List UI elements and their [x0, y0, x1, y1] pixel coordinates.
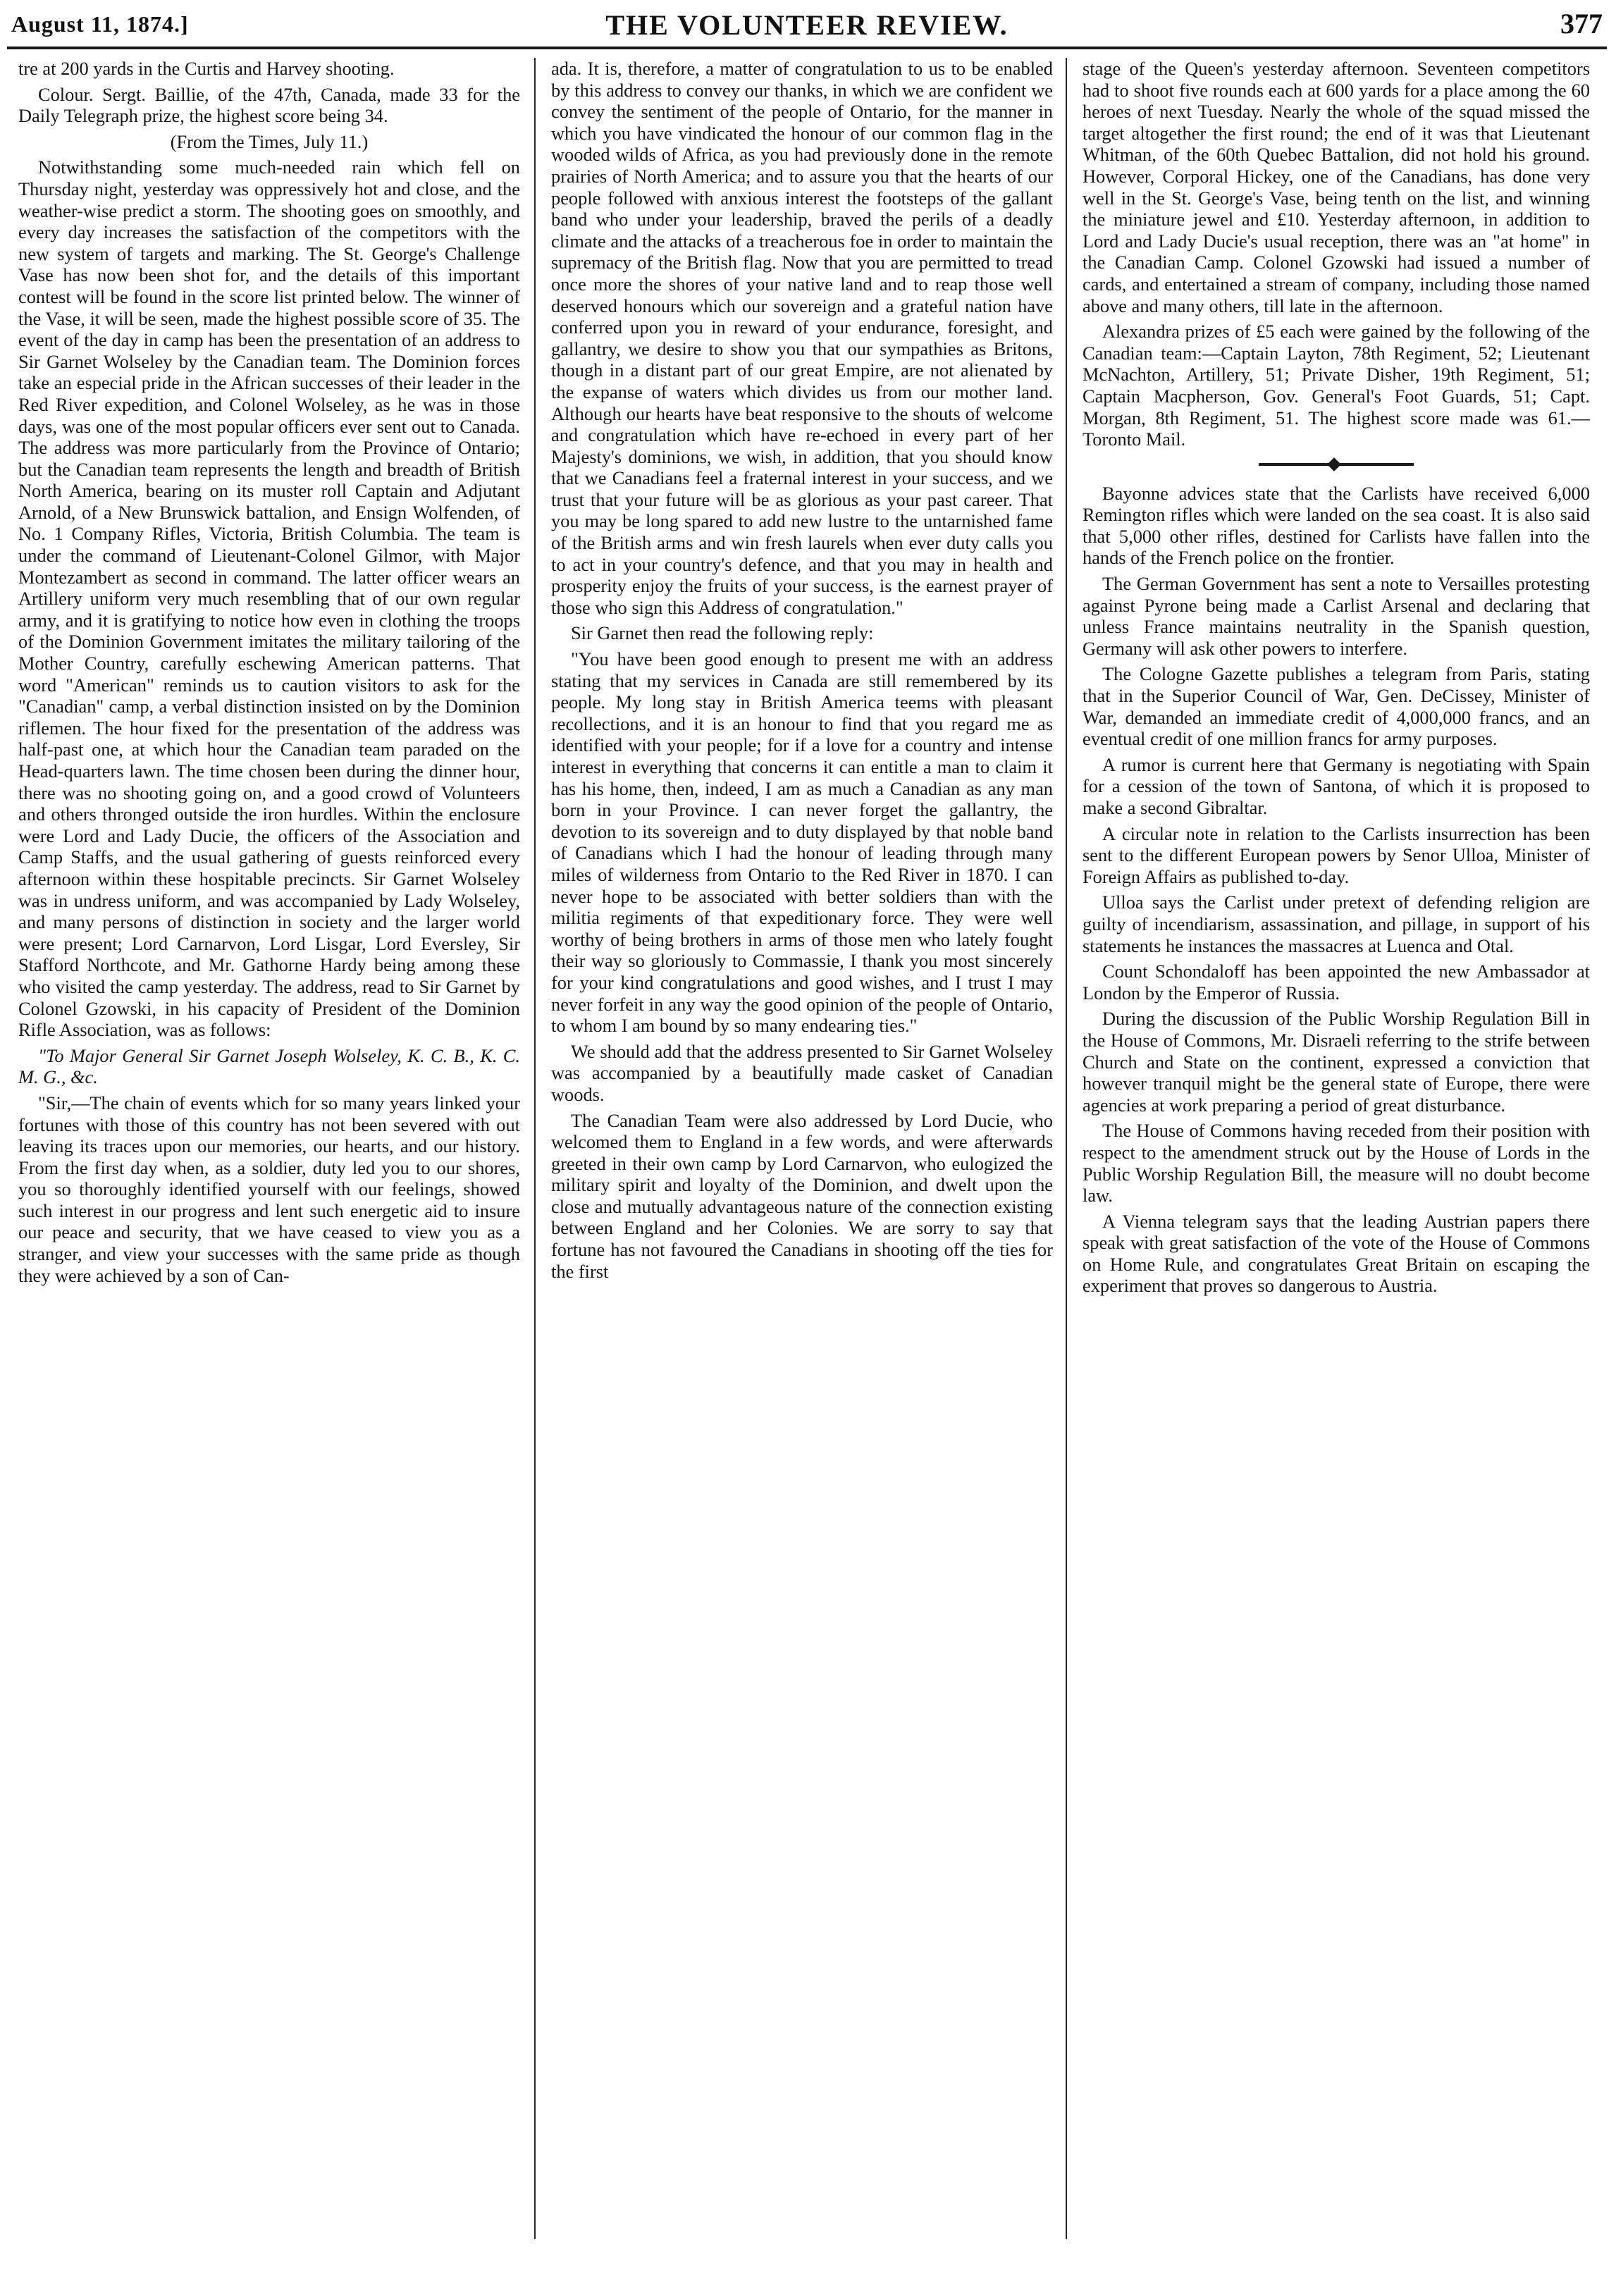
paragraph: The German Government has sent a note to Versailles protesting against Pyrone being made a Carlist Arsenal and declaring that unless France maintains neutrality in the Spanish question, Germany will ask other powers to interfere.: [1083, 573, 1590, 659]
paragraph: Sir Garnet then read the following reply:: [571, 622, 874, 644]
paragraph: A rumor is current here that Germany is negotiating with Spain for a cession of the town of Santona, of which it is proposed to make a second Gibraltar.: [1083, 753, 1590, 818]
paragraph: stage of the Queen's yesterday afternoon. Seventeen competitors had to shoot five rounds each at 600 yards for a place among the 60 heroes of next Tuesday. Nearly the whole of the squad missed the target altogether the first round; the end of it was that Lieutenant Whitman, of the 60th Quebec Battalion, did not hold his ground. However, Corporal Hickey, one of the Canadians, has done very well in the St. George's Vase, being tenth on the list, and winning the miniature jewel and £10. Yesterday afternoon, in addition to Lord and Lady Ducie's usual reception, there was an "at home" in the Canadian Camp. Colonel Gzowski had issued a number of cards, and entertained a stream of company, including those named above and many others, till late in the afternoon.: [1083, 58, 1590, 316]
header-rule: [7, 47, 1607, 49]
paragraph: A Vienna telegram says that the leading Austrian papers there speak with great satisfaction of the vote of the House of Commons on Home Rule, and congratulates Great Britain on escaping the experiment that proves so dangerous to Austria.: [1083, 1210, 1590, 1297]
address-salutation: "To Major General Sir Garnet Joseph Wolseley, K. C. B., K. C. M. G., &c.: [18, 1044, 520, 1088]
paragraph: Notwithstanding some much-needed rain which fell on Thursday night, yesterday was oppressively hot and close, and the weather-wise predict a storm. The shooting goes on smoothly, and every day increases the satisfaction of the competitors with the new system of targets and marking. The St. George's Challenge Vase has now been shot for, and the details of this important contest will be found in the score list printed below. The winner of the Vase, it will be seen, made the highest possible score of 35. The event of the day in camp has been the presentation of an address to Sir Garnet Wolseley by the Canadian team. The Dominion forces take an especial pride in the African successes of their leader in the Red River expedition, and Colonel Wolseley, as he was in those days, was one of the most popular officers ever sent out to Canada. The address was more particularly from the Province of Ontario; but the Canadian team represents the length and breadth of British North America, bearing on its muster roll Captain and Adjutant Arnold, of a New Brunswick battalion, and Ensign Wolfenden, of No. 1 Company Rifles, Victoria, British Columbia. The team is under the command of Lieutenant-Colonel Gilmor, with Major Montezambert as second in command. The latter officer wears an Artillery uniform very much resembling that of our own regular army, and it is gratifying to notice how even in clothing the troops of the Dominion Government imitates the military tailoring of the Mother Country, carefully eschewing American patterns. That word "American" reminds us to caution visitors to ask for the "Canadian" camp, a verbal distinction insisted on by the Dominion riflemen. The hour fixed for the presentation of the address was half-past one, at which hour the Canadian team paraded on the Head-quarters lawn. The time chosen been during the dinner hour, there was no shooting going on, and a good crowd of Volunteers and others thronged outside the iron hurdles. Within the enclosure were Lord and Lady Ducie, the officers of the Association and Camp Staffs, and the usual gathering of guests reinforced every afternoon within these hospitable precincts. Sir Garnet Wolseley was in undress uniform, and was accompanied by Lady Wolseley, and many persons of distinction in society and the larger world were present; Lord Carnarvon, Lord Lisgar, Lord Eversley, Sir Stafford Northcote, and Mr. Gathorne Hardy being among these who visited the camp yesterday. The address, read to Sir Garnet by Colonel Gzowski, in his capacity of President of the Dominion Rifle Association, was as follows:: [18, 156, 520, 1041]
paragraph: Count Schondaloff has been appointed the new Ambassador at London by the Emperor of Russia.: [1083, 961, 1590, 1004]
paragraph: Alexandra prizes of £5 each were gained by the following of the Canadian team:—Captain Layton, 78th Regiment, 52; Lieutenant McNachton, Artillery, 51; Private Disher, 19th Regiment, 51; Captain Macpherson, Gov. General's Foot Guards, 51; Capt. Morgan, 8th Regiment, 51. The highest score made was 61.—Toronto Mail.: [1083, 321, 1590, 450]
paragraph: Colour. Sergt. Baillie, of the 47th, Canada, made 33 for the Daily Telegraph prize, the highest score being 34.: [18, 83, 520, 127]
paragraph: tre at 200 yards in the Curtis and Harvey shooting.: [18, 58, 395, 79]
paragraph: ada. It is, therefore, a matter of congratulation to us to be enabled by this address to convey our thanks, in which we are confident we convey the sentiment of the people of Ontario, for the manner in which you have vindicated the honour of our common flag in the wooded wilds of Africa, as you had previously done in the remote prairies of North America; and to assure you that the hearts of our people followed with anxious interest the footsteps of the gallant band who under your leadership, braved the perils of a deadly climate and the attacks of a treacherous foe in order to maintain the supremacy of the British flag. Now that you are permitted to tread once more the shores of your native land and to reap those well deserved honours which our sovereign and a grateful nation have conferred upon you in reward of your endurance, foresight, and gallantry, we desire to show you that our sympathies as Britons, though in a distant part of our great Empire, are not alienated by the expanse of waters which divides us from our mother land. Although our hearts have beat responsive to the shouts of welcome and congratulation which have re-echoed in every part of her Majesty's dominions, we wish, in addition, that you should know that we Canadians feel a fraternal interest in your success, and we trust that your future will be as glorious as your past career. That you may be long spared to add new lustre to the untarnished fame of the British arms and win fresh laurels when ever duty calls you to act in your country's defence, and that you may in health and prosperity enjoy the fruits of your success, is the earnest prayer of those who sign this Address of congratulation.": [551, 58, 1053, 618]
paragraph: The Canadian Team were also addressed by Lord Ducie, who welcomed them to England in a few words, and were afterwards greeted in their own camp by Lord Carnarvon, who eulogized the military spirit and loyalty of the Dominion, and dwelt upon the close and mutually advantageous nature of the connection existing between England and her Colonies. We are sorry to say that fortune has not favoured the Canadians in shooting off the ties for the first: [551, 1109, 1053, 1282]
section-separator: [1259, 463, 1414, 466]
column-1: [18, 58, 520, 1290]
paragraph: "Sir,—The chain of events which for so many years linked your fortunes with those of this country has not been severed with out leaving its traces upon our memories, our hearts, and our history. From the first day when, as a soldier, duty led you to our shores, you so thoroughly identified yourself with our feelings, showed such interest in our progress and lent such energetic aid to insure our peace and security, that we have ceased to view you as a stranger, and view your successes with the same pride as though they were achieved by a son of Can-: [18, 1092, 520, 1286]
column-divider: [1066, 58, 1067, 2239]
page-number: 377: [1560, 8, 1603, 39]
paragraph: Bayonne advices state that the Carlists have received 6,000 Remington rifles which were landed on the sea coast. It is also said that 5,000 other rifles, destined for Carlists have fallen into the hands of the French police on the frontier.: [1083, 482, 1590, 569]
paragraph: "You have been good enough to present me with an address stating that my services in Canada are still remembered by its people. My long stay in British America teems with pleasant recollections, and it is an honour to find that you regard me as identified with your people; for if a love for a country and intense interest in everything that concerns it can entitle a man to claim it has his home, then, indeed, I am as much a Canadian as any man born in your Province. I can never forget the gallantry, the devotion to its sovereign and to duty displayed by that noble band of Canadians which I had the honour of leading through many miles of wilderness from Ontario to the Red River in 1870. I can never hope to be associated with better soldiers than with the militia regiments of that expeditionary force. They were well worthy of being brothers in arms of those men who lately fought their way so gloriously to Commassie, I thank you most sincerely for your kind congratulations and good wishes, and I trust I may never forfeit in any way the good opinion of the people of Ontario, to whom I am bound by so many endearing ties.": [551, 648, 1053, 1037]
paragraph: The Cologne Gazette publishes a telegram from Paris, stating that in the Superior Council of War, Gen. DeCissey, Minister of War, demanded an immediate credit of 4,000,000 francs, and an eventual credit of one million francs for army purposes.: [1083, 663, 1590, 750]
paragraph: Ulloa says the Carlist under pretext of defending religion are guilty of incendiarism, assassination, and pillage, in support of his statements he instances the massacres at Luenca and Otal.: [1083, 891, 1590, 956]
column-3: [1083, 58, 1590, 1301]
page-header: [7, 4, 1607, 44]
paragraph: The House of Commons having receded from their position with respect to the amendment struck out by the House of Lords in the Public Worship Regulation Bill, the measure will no doubt become law.: [1083, 1120, 1590, 1206]
publication-title: THE VOLUNTEER REVIEW.: [605, 9, 1009, 41]
column-divider: [534, 58, 536, 2239]
paragraph: During the discussion of the Public Worship Regulation Bill in the House of Commons, Mr. Disraeli referring to the strife between Church and State on the continent, expressed a conviction that however tranquil might be the general state of Europe, there were agencies at work preparing a period of great disturbance.: [1083, 1008, 1590, 1116]
issue-date: August 11, 1874.]: [11, 11, 189, 37]
section-source-heading: (From the Times, July 11.): [170, 130, 369, 152]
column-2: [551, 58, 1053, 1286]
paragraph: A circular note in relation to the Carlists insurrection has been sent to the different European powers by Senor Ulloa, Minister of Foreign Affairs as published to-day.: [1083, 822, 1590, 887]
paragraph: We should add that the address presented to Sir Garnet Wolseley was accompanied by a beautifully made casket of Canadian woods.: [551, 1040, 1053, 1105]
